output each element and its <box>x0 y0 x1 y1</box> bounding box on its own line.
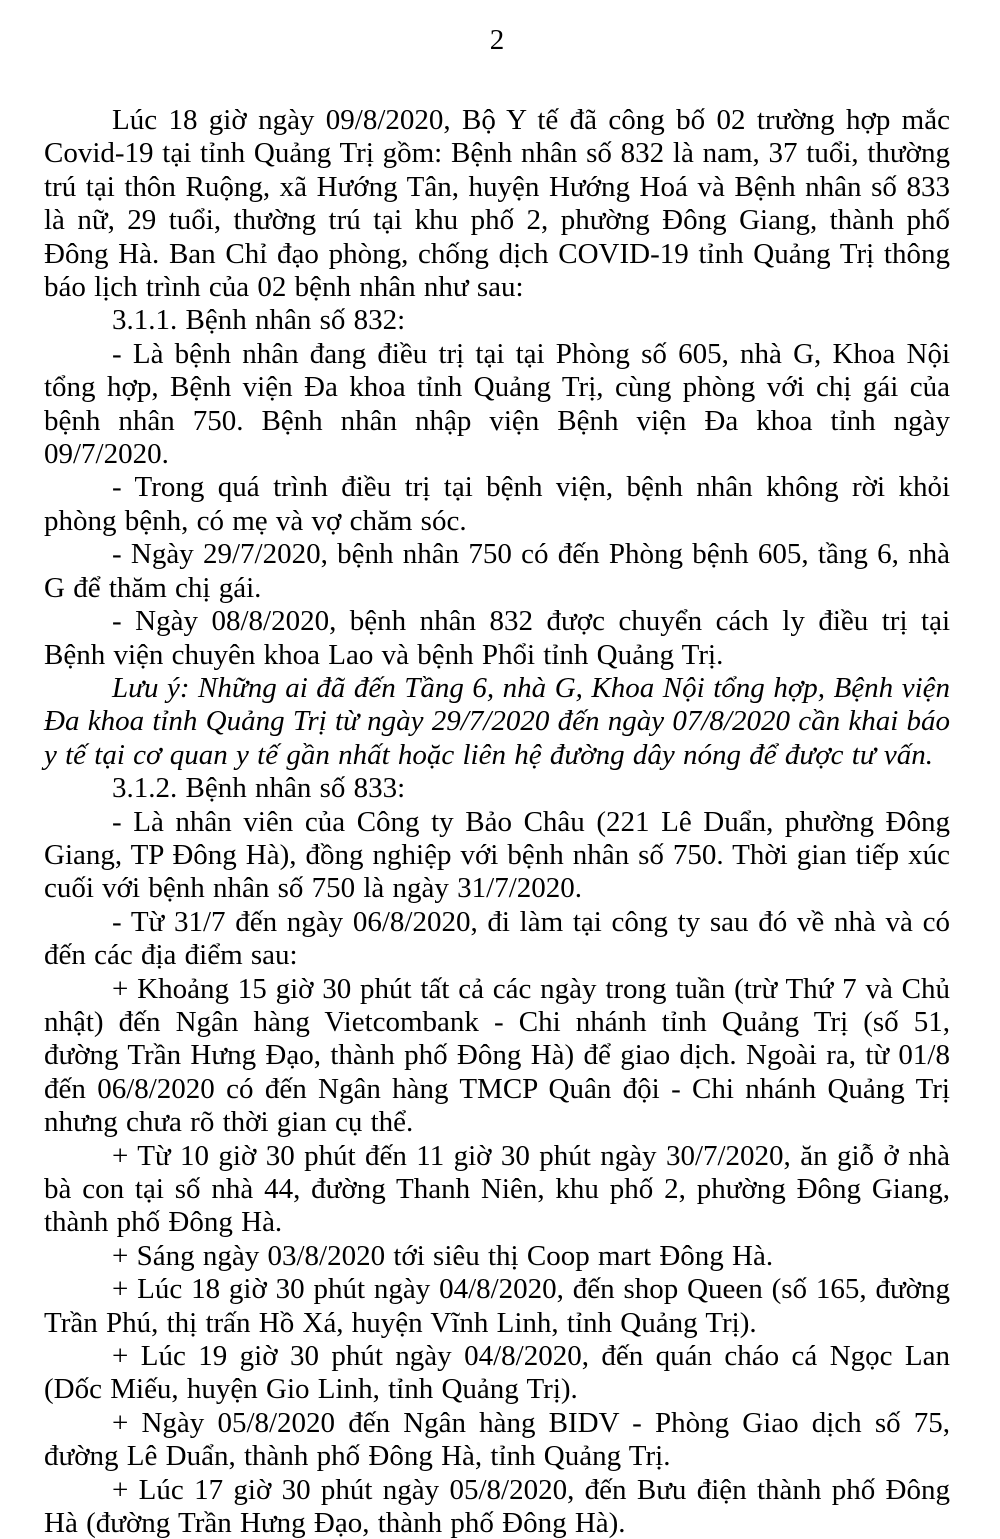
paragraph-announcement: Lúc 18 giờ ngày 09/8/2020, Bộ Y tế đã công bố 02 trường hợp mắc Covid-19 tại tỉnh Quảng Trị gồm: Bệnh nhân số 832 là nam, 37 tuổi, thường trú tại thôn Ruộng, xã Hướng Tân, huyện Hướng Hoá và Bệnh nhân số 833 là nữ, 29 tuổi, thường trú tại khu phố 2, phường Đông Giang, thành phố Đông Hà. Ban Chỉ đạo phòng, chống dịch COVID-19 tỉnh Quảng Trị thông báo lịch trình của 02 bệnh nhân như sau: <box>44 104 950 304</box>
paragraph-833-coopmart: + Sáng ngày 03/8/2020 tới siêu thị Coop mart Đông Hà. <box>112 1239 774 1272</box>
paragraph-833-family-meal: + Từ 10 giờ 30 phút đến 11 giờ 30 phút ngày 30/7/2020, ăn giỗ ở nhà bà con tại số nhà 44, đường Thanh Niên, khu phố 2, phường Đông Giang, thành phố Đông Hà. <box>44 1139 950 1239</box>
paragraph-833-post-office: + Lúc 17 giờ 30 phút ngày 05/8/2020, đến Bưu điện thành phố Đông Hà (đường Trần Hưng Đạo, thành phố Đông Hà). <box>44 1473 950 1539</box>
paragraph-832-treatment: - Là bệnh nhân đang điều trị tại tại Phòng số 605, nhà G, Khoa Nội tổng hợp, Bệnh viện Đa khoa tỉnh Quảng Trị, cùng phòng với chị gái của bệnh nhân 750. Bệnh nhân nhập viện Bệnh viện Đa khoa tỉnh ngày 09/7/2020. <box>44 337 950 471</box>
paragraph-note: Lưu ý: Những ai đã đến Tầng 6, nhà G, Khoa Nội tổng hợp, Bệnh viện Đa khoa tỉnh Quảng Trị từ ngày 29/7/2020 đến ngày 07/8/2020 cần khai báo y tế tại cơ quan y tế gần nhất hoặc liên hệ đường dây nóng để được tư vấn. <box>44 671 951 771</box>
paragraph-833-schedule: - Từ 31/7 đến ngày 06/8/2020, đi làm tại công ty sau đó về nhà và có đến các địa điểm sau: <box>44 905 950 972</box>
page-number: 2 <box>489 24 505 56</box>
heading-patient-832: 3.1.1. Bệnh nhân số 832: <box>112 304 406 337</box>
paragraph-833-shop-queen: + Lúc 18 giờ 30 phút ngày 04/8/2020, đến shop Queen (số 165, đường Trần Phú, thị trấn Hồ Xá, huyện Vĩnh Linh, tỉnh Quảng Trị). <box>44 1273 950 1339</box>
paragraph-833-porridge-shop: + Lúc 19 giờ 30 phút ngày 04/8/2020, đến quán cháo cá Ngọc Lan (Dốc Miếu, huyện Gio Linh, tỉnh Quảng Trị). <box>44 1340 950 1406</box>
document-body <box>44 104 950 1539</box>
paragraph-833-workplace: - Là nhân viên của Công ty Bảo Châu (221 Lê Duẩn, phường Đông Giang, TP Đông Hà), đồng nghiệp với bệnh nhân số 750. Thời gian tiếp xúc cuối với bệnh nhân số 750 là ngày 31/7/2020. <box>44 805 950 905</box>
paragraph-832-visit-750: - Ngày 29/7/2020, bệnh nhân 750 có đến Phòng bệnh 605, tầng 6, nhà G để thăm chị gái. <box>44 538 950 604</box>
paragraph-833-vietcombank: + Khoảng 15 giờ 30 phút tất cả các ngày trong tuần (trừ Thứ 7 và Chủ nhật) đến Ngân hàng Vietcombank - Chi nhánh tỉnh Quảng Trị (số 51, đường Trần Hưng Đạo, thành phố Đông Hà) để giao dịch. Ngoài ra, từ 01/8 đến 06/8/2020 có đến Ngân hàng TMCP Quân đội - Chi nhánh Quảng Trị nhưng chưa rõ thời gian cụ thể. <box>44 972 950 1139</box>
heading-patient-833: 3.1.2. Bệnh nhân số 833: <box>112 772 406 805</box>
paragraph-832-transfer: - Ngày 08/8/2020, bệnh nhân 832 được chuyển cách ly điều trị tại Bệnh viện chuyên khoa Lao và bệnh Phổi tỉnh Quảng Trị. <box>44 605 950 671</box>
paragraph-833-bidv: + Ngày 05/8/2020 đến Ngân hàng BIDV - Phòng Giao dịch số 75, đường Lê Duẩn, thành phố Đông Hà, tỉnh Quảng Trị. <box>44 1406 950 1473</box>
paragraph-832-hospital-stay: - Trong quá trình điều trị tại bệnh viện, bệnh nhân không rời khỏi phòng bệnh, có mẹ và vợ chăm sóc. <box>44 471 950 537</box>
